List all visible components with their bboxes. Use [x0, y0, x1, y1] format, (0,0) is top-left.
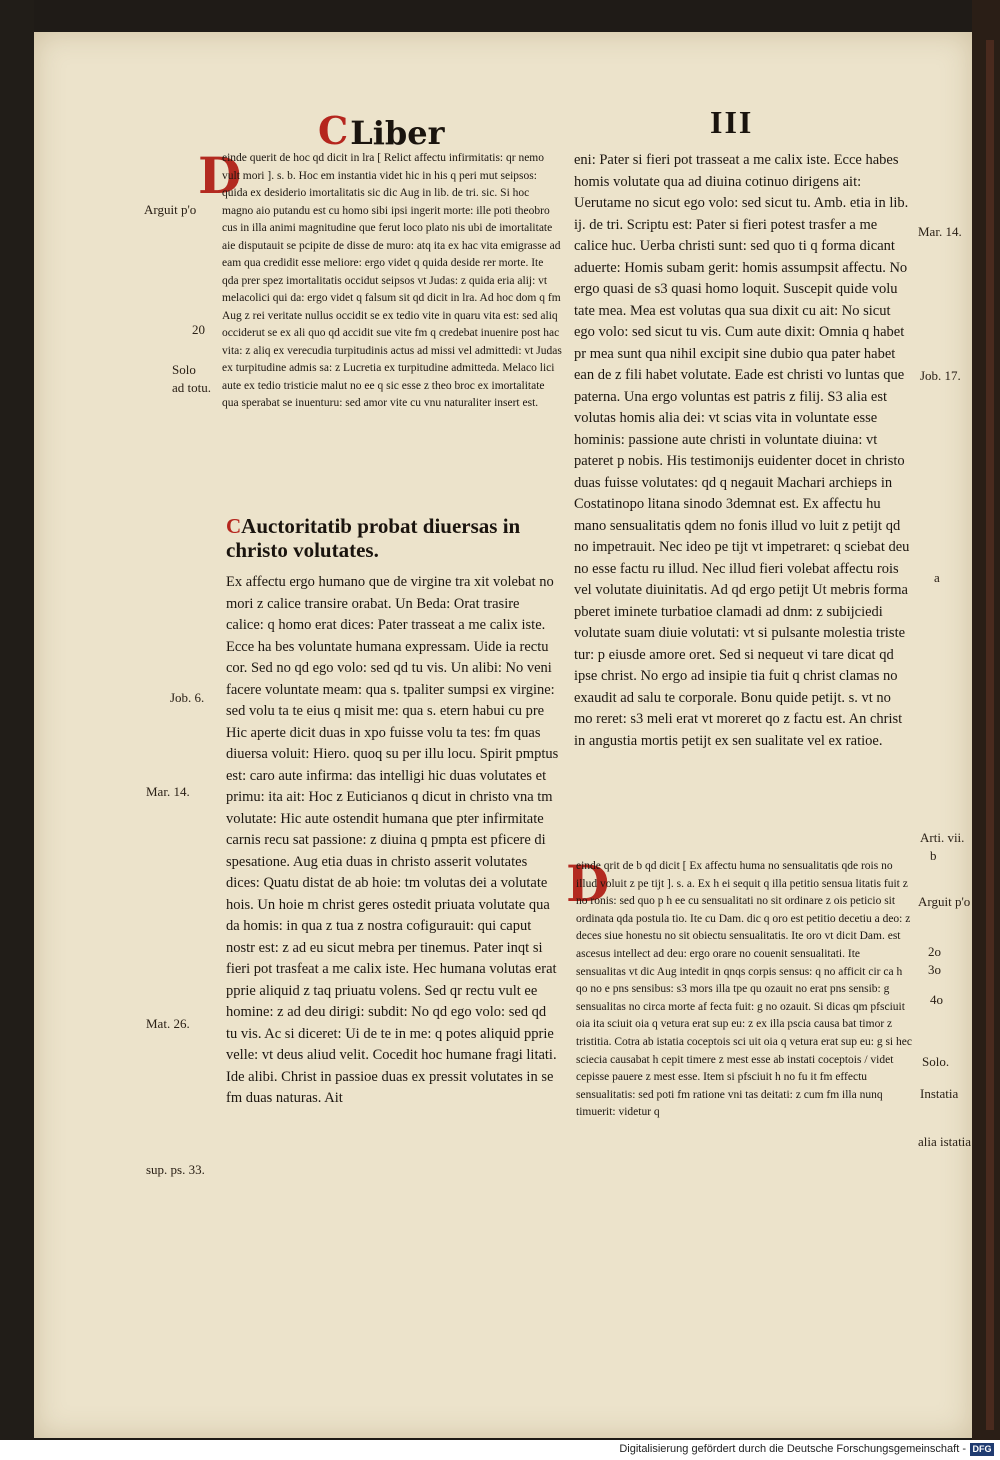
- book-edge: [986, 40, 994, 1430]
- decorated-initial-first: D: [198, 146, 242, 205]
- heading-rubric-initial: C: [226, 514, 242, 538]
- running-title: [318, 108, 445, 153]
- scan-border-top: [0, 0, 1000, 32]
- margin-note-b: b: [930, 848, 937, 863]
- heading-text: Auctoritatib probat diuersas in christo volutates.: [226, 514, 521, 562]
- right-column-bottom-text: einde qrit de b qd dicit [ Ex affectu huma no sensualitatis qde rois no illud voluit z pe tijt ]. s. a. Ex h ei sequit q illa petitio sensua litatis fuit z no ronis: sed quo p h ee cu sensualitati no sit ordinare z ois peticio sit ordinata qda postula tio. Ite cu Dam. dic q oro est petitio decetiu a deo: z deces siue honestu no sit obiectu sensualitatis. Ite oro vt dicit Dam. est ascesus intellect ad deu: ergo orare no couenit sensualitati. Ite sensualitas vt dic Aug intedit in qnqs corpis sensus: q no afficit cir ca h qo no e pns sensibus: s3 mors illa tpe qu ozauit no erat pns sensib: g sensualitas no circa morte af fecta fuit: g no ozauit. Si dicas qm pfsciuit oia ita sciuit oia q vetura erat sup eu: z ex illa pscia causa bat timor z tristitia. Cotra ab istatia coceptois sci uit oia q vetura erat sup eu: g si hec sciecia causabat h cepit timere z mest esse ab instati coceptois / videt cepisse pauere z mest esse. Item si pfsciuit h no fu it fm effectu sensualitatis: sed poti fm ratione vni tas deitati: z cum fm illa nunq timuerit: videtur q: [576, 860, 912, 1119]
- left-column-top-text: einde querit de hoc qd dicit in lra [ Relict affectu infirmitatis: qr nemo vult mori ]. s. b. Hoc em instantia videt hic in his q peri mut seipsos: quida ex desiderio imortalitatis sic dic Aug in lib. de tri. sic. Si hoc magno aio putandu est cu homo sibi ipsi ingerit morte: ille poti theobro cus in illa animi magnitudine que ferut loco plato nis ubi de imortalitate aie disputauit se pcipite de disse de muro: atq ita ex hac vita emigrasse ad eam qua credidit esse meliore: ergo videt q quida deside rer morte. Ite qda prer spez imortalitatis occidut seipsos vt Judas: z quida eria alij: vt melacolici qui da: ergo videt q falsum sit qd dicit in lra. Ad hoc dom q fm Aug z rei veritate nullus occidit se ex tedio vite in quaru vita est: sed aliq occiderut se ex ali quo qd accidit sue vite fm q credebat inuenire post hac vita: z aliq ex verecudia turpitudinis actus ad missi vel admittedi: vt Judas ex turpitudine admis sa: z Lucretia ex turpitudine admitteda. Melaco lici aute ex tedio tristicie malut no ee q sic esse z theo broc ex imortalitate qua sperabat se inuenturu: sed amor vite cu vnu naturaliter insert est.: [222, 152, 562, 409]
- margin-note-ad-totu: ad totu.: [172, 380, 211, 395]
- margin-note-20-left: 20: [192, 322, 205, 337]
- scan-border-left: [0, 0, 34, 1440]
- margin-note-arguit-right: Arguit p'o: [918, 894, 971, 909]
- margin-note-solo-right: Solo.: [922, 1054, 950, 1069]
- title-text: Liber: [350, 114, 445, 152]
- margin-note-30: 3o: [928, 962, 941, 977]
- margin-note-arguit-left: Arguit p'o: [144, 202, 197, 217]
- section-heading: [226, 514, 560, 562]
- dfg-logo: DFG: [970, 1443, 994, 1456]
- footer-credit: Digitalisierung gefördert durch die Deutsche Forschungsgemeinschaft -: [619, 1443, 966, 1455]
- margin-note-20-right: 2o: [928, 944, 941, 959]
- left-column-bottom-text: Ex affectu ergo humano que de virgine tra xit volebat no mori z calice transire orabat. Un Beda: Orat trasire calice: q homo erat dices: Pater trasseat a me calix iste. Ecce ha bes voluntate humana expressam. Uide ia rectu cor. Sed no qd ego volo: sed qd tu vis. Un alibi: No veni facere voluntate meam: qua s. tpaliter sumpsi ex virgine: sed volu ta te eius q misit me: qua s. etern habui cu pre Hic aperte dicit duas in xpo fuisse volu ta tes: fm quas diuersa voluit: Hiero. quoq su per illu locu. Spirit pmptus est: caro aute infirma: das intelligi hic duas volutates et primu: ita ait: Hoc z Euticianos q dicut in christo vna tm volutate: Hic aute ostendit humana que pter infirmitate carnis recu sat passione: z diuina q pmpta est pficere di spesatione. Aug etia duas in christo asserit volutates dices: Quatu distat de ab hoie: tm volutas dei a volutate hois. Un hoie m christ geres ostedit priuata volutate qua da homis: in qua z tua z nostra cofigurauit: qui caput nostr est: z ad eu sicut mebra per tinemus. Pater inqt si fieri pot trasfeat a me calix iste. Hec humana volutas erat pprie aliquid z taq priuatu volens. Sed qr rectu vult ee homine: z ad deu dirigi: subdit: No qd ego volo: sed qd tu vis. Ac si diceret: Ui de te in me: q potes aliquid pprie velle: vt deus aliud velit. Cocedit hoc humane fragi litati. Ide alibi. Christ in passioe duas ex pressit volutates in se fm duas naturas. Ait: [226, 574, 559, 1106]
- margin-note-mar14-left: Mar. 14.: [146, 784, 190, 799]
- margin-note-alia-istatia: alia istatia: [918, 1134, 972, 1149]
- margin-note-job6: Job. 6.: [170, 690, 205, 705]
- margin-note-instatia: Instatia: [920, 1086, 959, 1101]
- book-number: III: [710, 104, 754, 140]
- decorated-initial-second: D: [566, 854, 610, 913]
- margin-note-solo-left: Solo: [172, 362, 196, 377]
- margin-note-40: 4o: [930, 992, 943, 1007]
- margin-note-sup-ps33: sup. ps. 33.: [146, 1162, 205, 1177]
- margin-note-mat26: Mat. 26.: [146, 1016, 190, 1031]
- margin-note-job17: Job. 17.: [920, 368, 961, 383]
- title-rubric-initial: C: [318, 108, 349, 153]
- right-column-top-text: eni: Pater si fieri pot trasseat a me calix iste. Ecce habes homis volutate qua ad diuina cotinuo dirigens ait: Uerutame no sicut ego volo: sed sicut tu. Amb. etia in lib. ij. de tri. Scriptu est: Pater si fieri potest trasfer a me calice huc. Uerba christi sunt: sed quo ti q forma dicant aduerte: Homis subam gerit: homis assumpsit affectu. No ergo quasi de s3 quasi homo loquit. Suscepit quide volu tate mea. Mea est volutas qua sua dixit cu ait: No sicut ego volo: sed sicut tu vis. Cum aute dixit: Omnia q habet pr mea sunt qua nihil excipit sine dubio qua pater habet ean de z fili habet volutate. Eade est christi vo luntas que paterna. Una ergo voluntas est patris z filij. S3 alia est volutas homis alia dei: vt scias vita in voluntate esse hominis: passione aute christi in voluntate diuina: vt pateret p nobis. His testimonijs euidenter docet in christo duas fuisse volutates: qd q negauit Machari archieps in Costatinopo litana sinodo 3demnat est. Ex affectu hu mano sensualitatis qdem no fonis illud vo luit z petijt qd no impetrauit. Nec ideo pe tijt vt impetraret: q sciebat deu no esse factu ru illud. Nec illud fieri volebat affectu rois vel volutate diuinitatis. Ad qd ergo petijt Ut mebris forma pberet iminete turbatioe clamadi ad dnm: z subijciedi volutate suam diuie volutati: vt si pulsante molestia triste tur: p eiusde amore oret. Sed si nequeut vi tare dicat qd ipse christ. No ergo ad insipie tia fuit q christ clamas no exaudit ad salu te corporale. Bonu quide petijt. s. vt no mo reret: s3 meli erat vt moreret qo z factu est. An christ in angustia mortis petijt ex sen sualitate vel ex ratioe.: [574, 152, 910, 749]
- margin-note-arti-vii: Arti. vii.: [920, 830, 965, 845]
- margin-note-a: a: [934, 570, 940, 585]
- margin-note-mar14-right: Mar. 14.: [918, 224, 962, 239]
